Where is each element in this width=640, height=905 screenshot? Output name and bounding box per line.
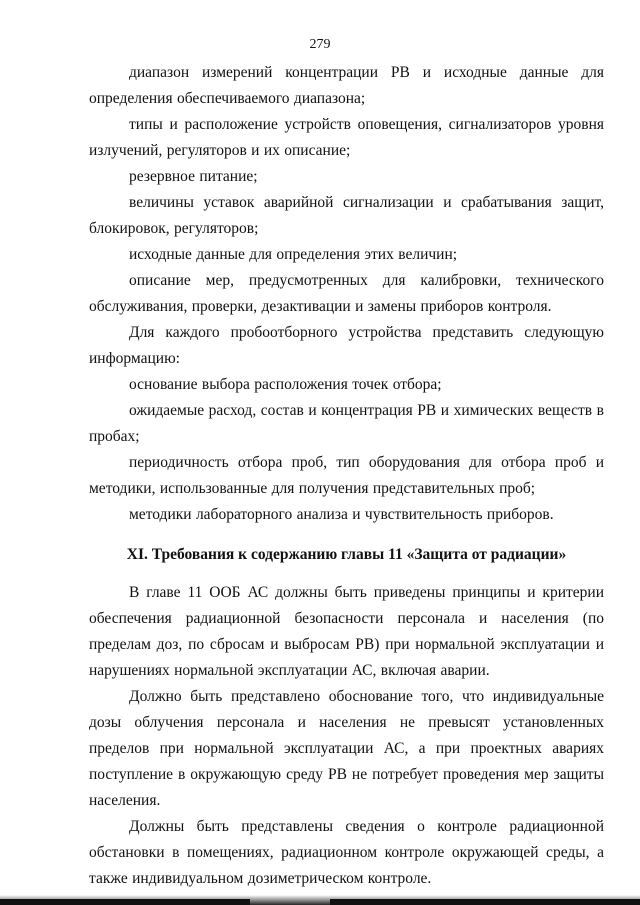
paragraph: периодичность отбора проб, тип оборудования для отбора проб и методики, использованные для получения представительных проб; [89,454,604,497]
section-paragraph: Должны быть представлены сведения о контроле радиационной обстановки в помещениях, радиационном контроле окружающей среды, а также индивидуальном дозиметрическом контроле. [89,818,604,887]
document-body [89,60,604,892]
scan-edge-mark [330,899,640,905]
paragraph: ожидаемые расход, состав и концентрация РВ и химических веществ в пробах; [89,402,604,445]
paragraph: исходные данные для определения этих величин; [129,246,458,263]
paragraph: основание выбора расположения точек отбора; [129,376,442,393]
section-paragraph: В главе 11 ООБ АС должны быть приведены принципы и критерии обеспечения радиационной безопасности персонала и населения (по пределам доз, по сбросам и выбросам РВ) при нормальной эксплуатации и нарушениях нормальной эксплуатации АС, включая аварии. [89,584,604,679]
scan-edge-mark [0,899,250,905]
paragraph: методики лабораторного анализа и чувствительность приборов. [129,506,554,523]
paragraph: диапазон измерений концентрации РВ и исходные данные для определения обеспечиваемого диапазона; [89,64,604,107]
section-heading: XI. Требования к содержанию главы 11 «Защита от радиации» [126,546,567,563]
page-number: 279 [309,37,331,52]
paragraph: Для каждого пробоотборного устройства представить следующую информацию: [89,324,604,367]
paragraph: типы и расположение устройств оповещения, сигнализаторов уровня излучений, регуляторов и их описание; [89,116,604,159]
section-paragraph: Должно быть представлено обоснование того, что индивидуальные дозы облучения персонала и населения не превысят установленных пределов при нормальной эксплуатации АС, а при проектных авариях поступление в окружающую среду РВ не потребует проведения мер защиты населения. [89,688,604,809]
paragraph: описание мер, предусмотренных для калибровки, технического обслуживания, проверки, дезактивации и замены приборов контроля. [89,272,604,315]
paragraph: величины уставок аварийной сигнализации и срабатывания защит, блокировок, регуляторов; [89,194,604,237]
paragraph: резервное питание; [129,168,258,185]
